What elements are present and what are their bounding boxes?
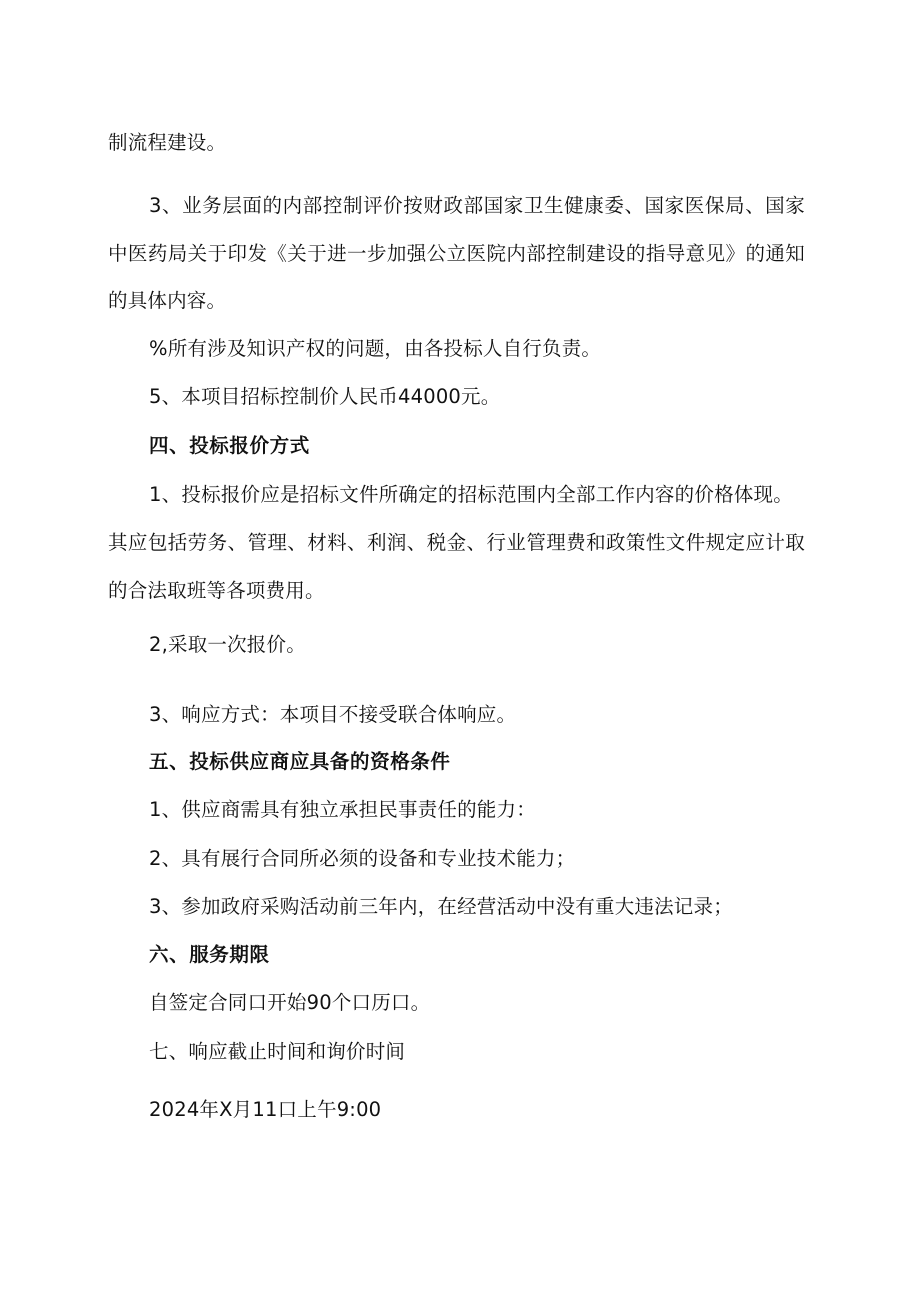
section-heading: 七、响应截止时间和询价时间 [149, 1040, 406, 1063]
paragraph-line: 2,采取一次报价。 [149, 633, 306, 656]
date-line: 2024年X月11口上午9:00 [149, 1098, 382, 1121]
paragraph-line: %所有涉及知识产权的问题，由各投标人自行负责。 [149, 337, 602, 360]
paragraph-line: 中医药局关于印发《关于进一步加强公立医院内部控制建设的指导意见》的通知 [108, 242, 805, 265]
paragraph-line: 1、供应商需具有独立承担民事责任的能力： [149, 798, 536, 821]
paragraph-line: 2、具有展行合同所必须的设备和专业技术能力； [149, 847, 576, 870]
paragraph-line: 1、投标报价应是招标文件所确定的招标范围内全部工作内容的价格体现。 [149, 483, 793, 506]
section-heading: 四、投标报价方式 [149, 434, 310, 457]
paragraph-line: 3、业务层面的内部控制评价按财政部国家卫生健康委、国家医保局、国家 [149, 194, 805, 217]
paragraph-line: 其应包括劳务、管理、材料、利润、税金、行业管理费和政策性文件规定应计取 [108, 531, 805, 554]
paragraph-line: 3、响应方式：本项目不接受联合体响应。 [149, 703, 517, 726]
paragraph-line: 自签定合同口开始90个口历口。 [149, 991, 431, 1014]
paragraph-line: 制流程建设。 [108, 131, 227, 154]
section-heading: 六、服务期限 [149, 943, 270, 966]
paragraph-line: 3、参加政府采购活动前三年内，在经营活动中没有重大违法记录； [149, 895, 733, 918]
paragraph-line: 5、本项目招标控制价人民币44000元。 [149, 385, 501, 408]
paragraph-line: 的具体内容。 [108, 289, 227, 312]
section-heading: 五、投标供应商应具备的资格条件 [149, 750, 451, 773]
paragraph-line: 的合法取班等各项费用。 [108, 579, 325, 602]
